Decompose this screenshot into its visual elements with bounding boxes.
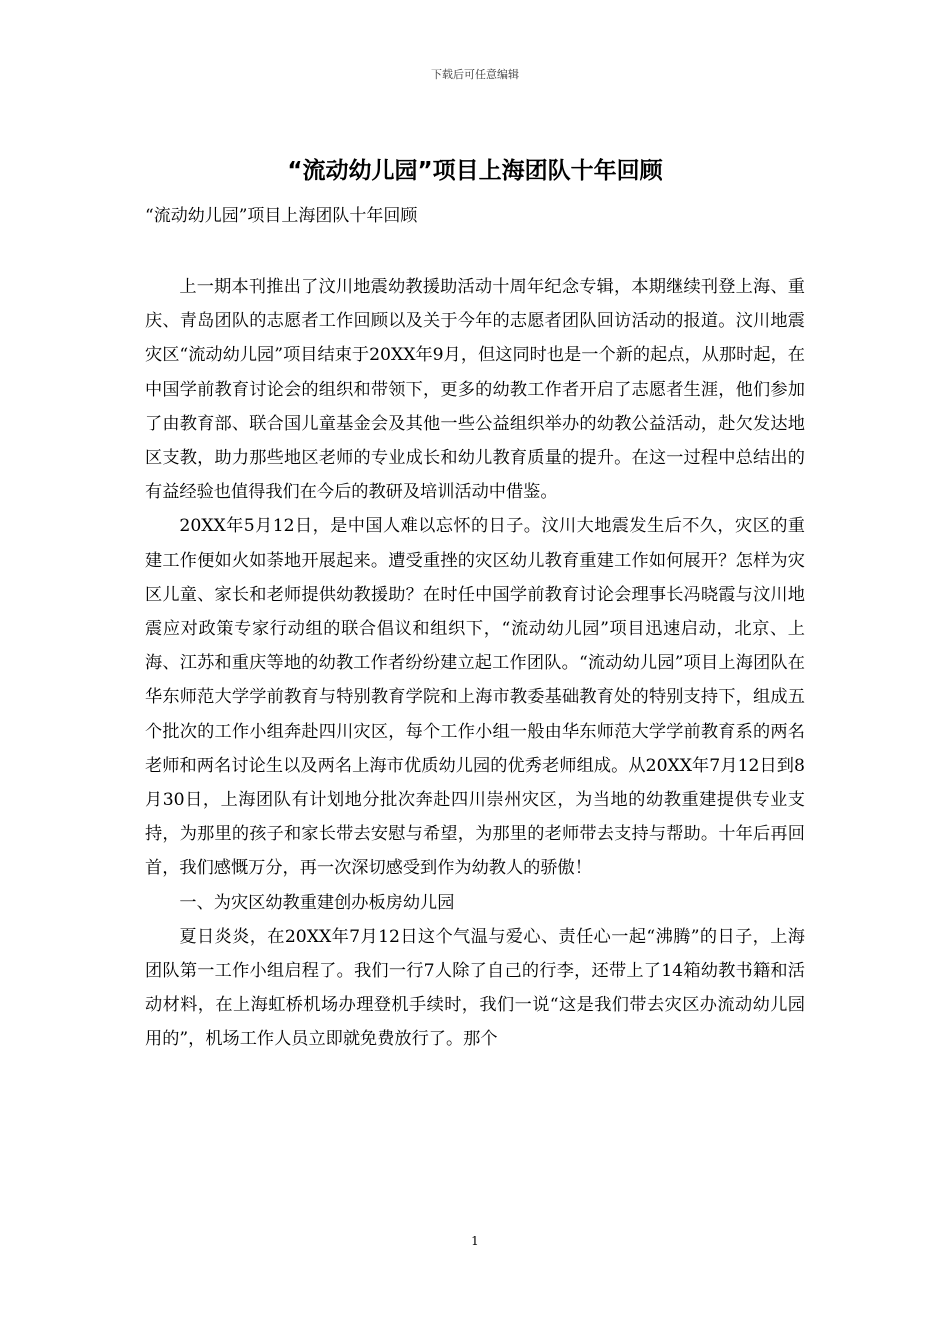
document-subtitle: “流动幼儿园”项目上海团队十年回顾	[145, 206, 418, 226]
section-heading: 一、为灾区幼教重建创办板房幼儿园	[179, 892, 455, 913]
document-body	[145, 270, 805, 1057]
document-title: “流动幼儿园”项目上海团队十年回顾	[287, 158, 663, 184]
paragraph-intro: 上一期本刊推出了汶川地震幼教援助活动十周年纪念专辑，本期继续刊登上海、重庆、青岛团队的志愿者工作回顾以及关于今年的志愿者团队回访活动的报道。汶川地震灾区“流动幼儿园”项目结束于20XX年9月，但这同时也是一个新的起点，从那时起，在中国学前教育讨论会的组织和带领下，更多的幼教工作者开启了志愿者生涯，他们参加了由教育部、联合国儿童基金会及其他一些公益组织举办的幼教公益活动，赴欠发达地区支教，助力那些地区老师的专业成长和幼儿教育质量的提升。在这一过程中总结出的有益经验也值得我们在今后的教研及培训活动中借鉴。	[145, 277, 805, 503]
paragraph-background: 20XX年5月12日，是中国人难以忘怀的日子。汶川大地震发生后不久，灾区的重建工作便如火如荼地开展起来。遭受重挫的灾区幼儿教育重建工作如何展开？怎样为灾区儿童、家长和老师提供幼教援助？在时任中国学前教育讨论会理事长冯晓霞与汶川地震应对政策专家行动组的联合倡议和组织下，“流动幼儿园”项目迅速启动，北京、上海、江苏和重庆等地的幼教工作者纷纷建立起工作团队。“流动幼儿园”项目上海团队在华东师范大学学前教育与特别教育学院和上海市教委基础教育处的特别支持下，组成五个批次的工作小组奔赴四川灾区，每个工作小组一般由华东师范大学学前教育系的两名老师和两名讨论生以及两名上海市优质幼儿园的优秀老师组成。从20XX年7月12日到8月30日，上海团队有计划地分批次奔赴四川崇州灾区，为当地的幼教重建提供专业支持，为那里的孩子和家长带去安慰与希望，为那里的老师带去支持与帮助。十年后再回首，我们感慨万分，再一次深切感受到作为幼教人的骄傲！	[145, 516, 805, 879]
header-note: 下载后可任意编辑	[431, 68, 519, 81]
page-number: 1	[471, 1234, 479, 1248]
paragraph-section-one: 夏日炎炎，在20XX年7月12日这个气温与爱心、责任心一起“沸腾”的日子，上海团队第一工作小组启程了。我们一行7人除了自己的行李，还带上了14箱幼教书籍和活动材料，在上海虹桥机场办理登机手续时，我们一说“这是我们带去灾区办流动幼儿园用的”，机场工作人员立即就免费放行了。那个	[145, 926, 805, 1050]
